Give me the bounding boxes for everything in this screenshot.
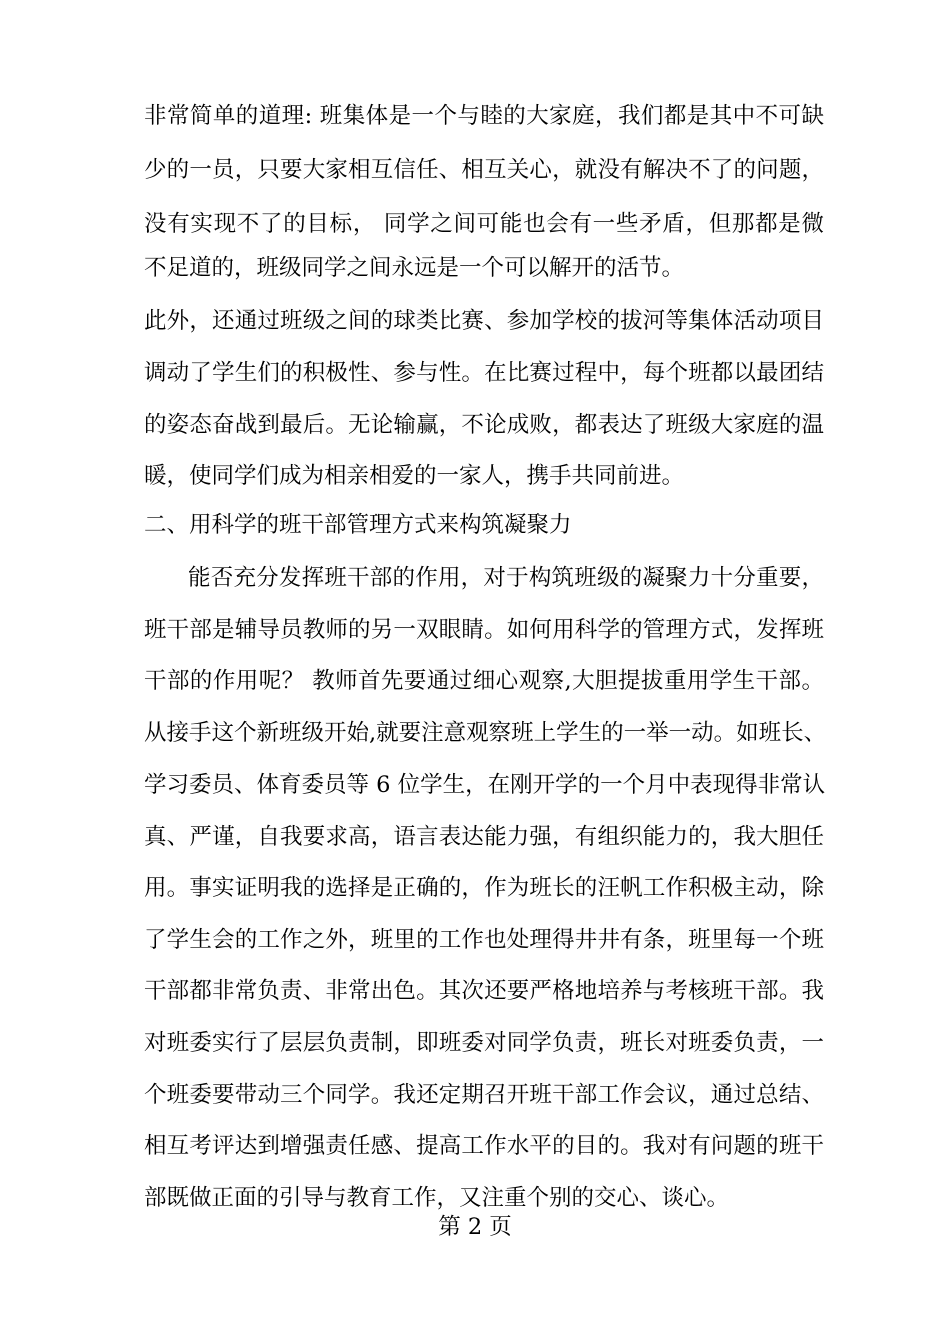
text-line: 了学生会的工作之外，班里的工作也处理得井井有条，班里每一个班 bbox=[144, 927, 824, 953]
text-line: 非常简单的道理: 班集体是一个与睦的大家庭，我们都是其中不可缺 bbox=[144, 103, 824, 129]
text-line: 不足道的，班级同学之间永远是一个可以解开的活节。 bbox=[144, 255, 685, 281]
text-line: 干部的作用呢？ 教师首先要通过细心观察,大胆提拔重用学生干部。 bbox=[144, 668, 824, 694]
text-line: 此外，还通过班级之间的球类比赛、参加学校的拔河等集体活动项目 bbox=[144, 308, 824, 334]
text-line: 少的一员，只要大家相互信任、相互关心，就没有解决不了的问题， bbox=[144, 157, 824, 183]
section-heading: 二、用科学的班干部管理方式来构筑凝聚力 bbox=[144, 512, 572, 538]
text-line: 个班委要带动三个同学。我还定期召开班干部工作会议，通过总结、 bbox=[144, 1082, 824, 1108]
page-number: 第 2 页 bbox=[438, 1214, 512, 1240]
text-line: 班干部是辅导员教师的另一双眼睛。如何用科学的管理方式，发挥班 bbox=[144, 617, 824, 643]
text-line: 真、严谨，自我要求高，语言表达能力强，有组织能力的，我大胆任 bbox=[144, 824, 824, 850]
text-line: 暖，使同学们成为相亲相爱的一家人，携手共同前进。 bbox=[144, 463, 685, 489]
text-line: 学习委员、体育委员等 6 位学生，在刚开学的一个月中表现得非常认 bbox=[144, 772, 826, 798]
text-line: 相互考评达到增强责任感、提高工作水平的目的。我对有问题的班干 bbox=[144, 1133, 824, 1159]
text-line: 部既做正面的引导与教育工作，又注重个别的交心、谈心。 bbox=[144, 1185, 730, 1211]
text-line: 对班委实行了层层负责制，即班委对同学负责，班长对班委负责，一 bbox=[144, 1030, 824, 1056]
text-line: 调动了学生们的积极性、参与性。在比赛过程中，每个班都以最团结 bbox=[144, 360, 824, 386]
text-line: 从接手这个新班级开始,就要注意观察班上学生的一举一动。如班长、 bbox=[144, 720, 827, 746]
text-line: 的姿态奋战到最后。无论输赢，不论成败，都表达了班级大家庭的温 bbox=[144, 412, 824, 438]
text-line: 干部都非常负责、非常出色。其次还要严格地培养与考核班干部。我 bbox=[144, 978, 824, 1004]
text-line: 没有实现不了的目标， 同学之间可能也会有一些矛盾，但那都是微 bbox=[144, 211, 824, 237]
text-line: 用。事实证明我的选择是正确的，作为班长的汪帆工作积极主动，除 bbox=[144, 875, 824, 901]
text-line: 能否充分发挥班干部的作用，对于构筑班级的凝聚力十分重要， bbox=[188, 565, 824, 591]
